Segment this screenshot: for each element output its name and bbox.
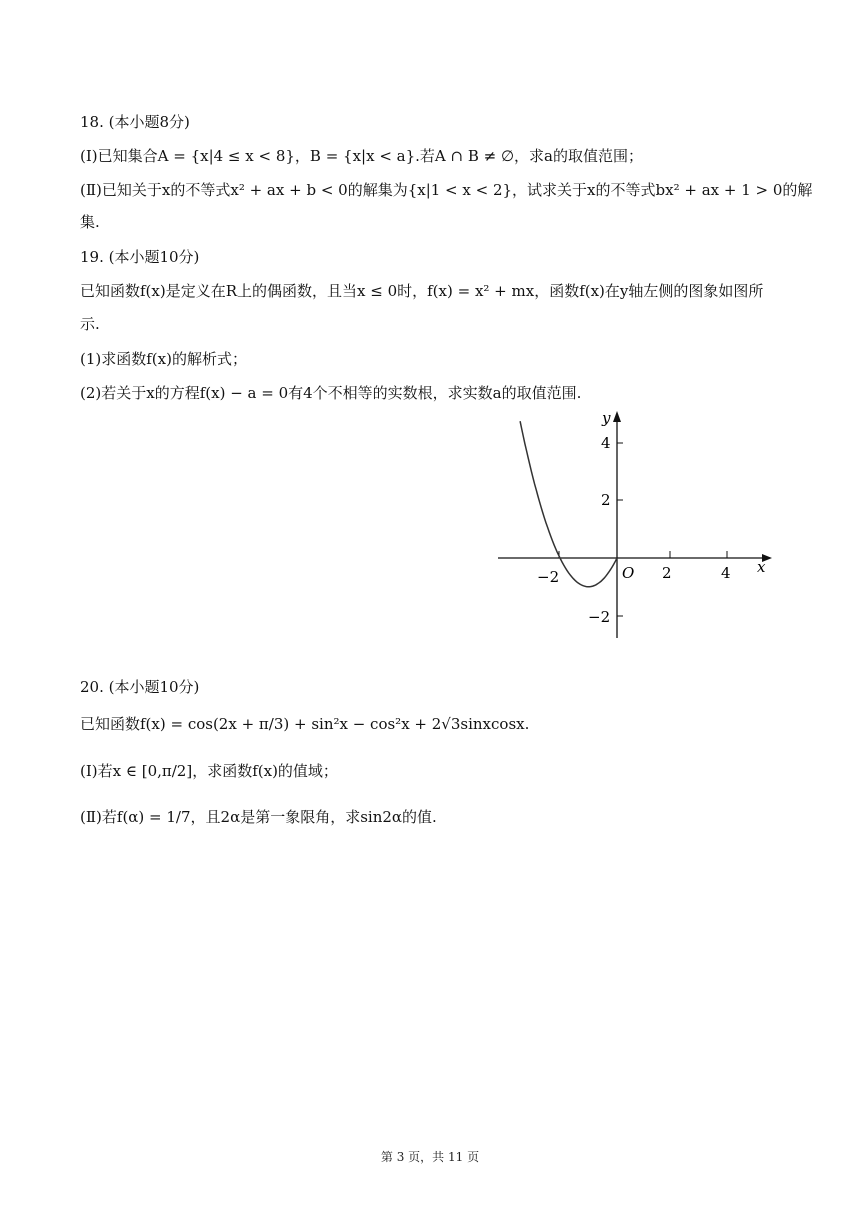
x-axis-label: x [757, 558, 766, 576]
q18-part1: (Ⅰ)已知集合A = {x|4 ≤ x < 8}，B = {x|x < a}.若A ∩ B ≠ ∅，求a的取值范围； [80, 147, 643, 165]
q19-part1: (1)求函数f(x)的解析式； [80, 350, 247, 368]
function-graph [490, 405, 780, 645]
q19-part2: (2)若关于x的方程f(x) − a = 0有4个不相等的实数根，求实数a的取值范围. [80, 384, 582, 402]
q20-stem: 已知函数f(x) = cos(2x + π/3) + sin²x − cos²x + 2√3sinxcosx. [80, 715, 530, 733]
y-tick-label-2: 2 [601, 491, 611, 509]
x-tick-label-4: 4 [721, 564, 731, 582]
q20-header: 20. (本小题10分) [80, 678, 200, 696]
q19-stem-line2: 示. [80, 315, 100, 333]
y-axis-arrow [613, 411, 621, 422]
x-tick-label-2: 2 [662, 564, 672, 582]
q18-part2-line1: (Ⅱ)已知关于x的不等式x² + ax + b < 0的解集为{x|1 < x < 2}，试求关于x的不等式bx² + ax + 1 > 0的解 [80, 181, 813, 199]
q19-header: 19. (本小题10分) [80, 248, 200, 266]
q20-part2: (Ⅱ)若f(α) = 1/7，且2α是第一象限角，求sin2α的值. [80, 808, 437, 826]
q18-header: 18. (本小题8分) [80, 113, 190, 131]
y-axis-label: y [602, 409, 611, 427]
q19-stem-line1: 已知函数f(x)是定义在R上的偶函数，且当x ≤ 0时，f(x) = x² + mx，函数f(x)在y轴左侧的图象如图所 [80, 282, 764, 300]
q20-part1: (Ⅰ)若x ∈ [0,π/2]，求函数f(x)的值域； [80, 762, 338, 780]
page-footer: 第 3 页，共 11 页 [380, 1150, 480, 1164]
y-tick-label-4: 4 [601, 434, 611, 452]
x-tick-label-neg2: −2 [537, 568, 560, 586]
origin-label: O [622, 564, 635, 582]
y-tick-label-neg2: −2 [588, 608, 611, 626]
q18-part2-line2: 集. [80, 213, 100, 231]
